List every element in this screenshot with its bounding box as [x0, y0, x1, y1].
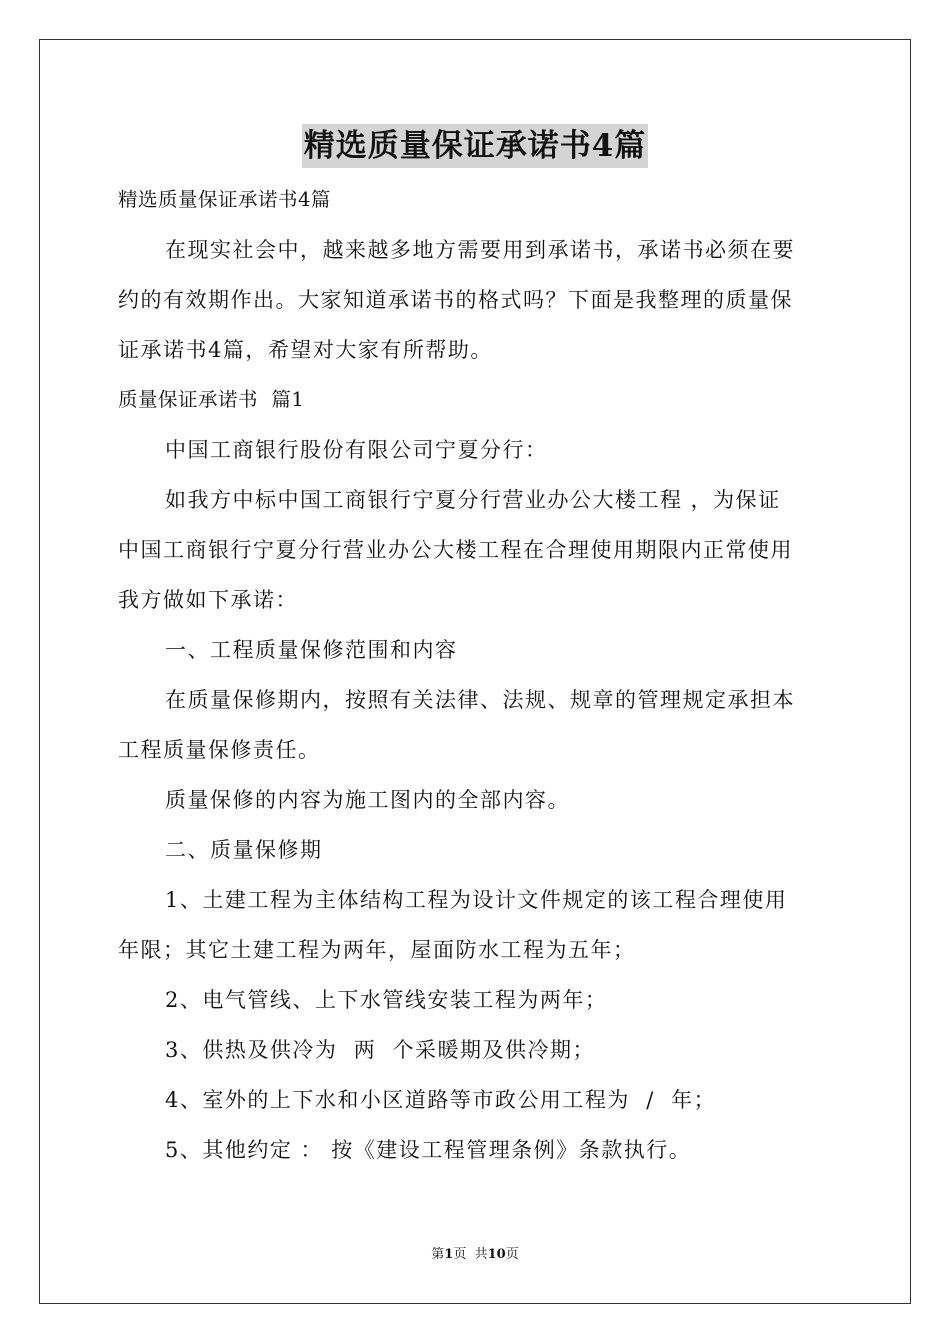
text-line: 二、质量保修期 — [165, 838, 323, 862]
document-body — [118, 180, 834, 1175]
footer-middle: 页 共 — [453, 1247, 488, 1262]
text-line: 我方做如下承诺： — [118, 588, 298, 612]
text-line: 证承诺书4篇，希望对大家有所帮助。 — [118, 338, 493, 362]
footer-current-page: 1 — [444, 1247, 454, 1262]
text-line: 在质量保修期内，按照有关法律、法规、规章的管理规定承担本 — [165, 688, 795, 712]
text-line: 在现实社会中，越来越多地方需要用到承诺书，承诺书必须在要 — [165, 238, 795, 262]
text-line: 1、土建工程为主体结构工程为设计文件规定的该工程合理使用 — [165, 888, 788, 912]
footer-prefix: 第 — [431, 1247, 445, 1262]
text-line: 工程质量保修责任。 — [118, 738, 321, 762]
text-line: 如我方中标中国工商银行宁夏分行营业办公大楼工程 ，为保证 — [165, 488, 781, 512]
text-line: 4、室外的上下水和小区道路等市政公用工程为 / 年； — [165, 1088, 717, 1112]
text-line: 2、电气管线、上下水管线安装工程为两年； — [165, 988, 608, 1012]
page-title: 精选质量保证承诺书4篇 — [302, 124, 649, 168]
text-line: 中国工商银行宁夏分行营业办公大楼工程在合理使用期限内正常使用 — [118, 538, 793, 562]
text-line: 一、工程质量保修范围和内容 — [165, 638, 458, 662]
section-heading: 质量保证承诺书 篇1 — [118, 388, 305, 411]
text-line: 约的有效期作出。大家知道承诺书的格式吗？下面是我整理的质量保 — [118, 288, 793, 312]
text-line: 5、其他约定 ： 按《建设工程管理条例》条款执行。 — [165, 1138, 692, 1162]
text-line: 3、供热及供冷为 两 个采暖期及供冷期； — [165, 1038, 596, 1062]
footer-suffix: 页 — [505, 1247, 519, 1262]
paragraph-lines — [118, 225, 834, 1175]
footer-total-pages: 10 — [487, 1247, 506, 1262]
page-footer — [0, 1246, 950, 1264]
text-line: 中国工商银行股份有限公司宁夏分行： — [165, 438, 548, 462]
text-line: 年限；其它土建工程为两年，屋面防水工程为五年； — [118, 938, 636, 962]
document-subtitle: 精选质量保证承诺书4篇 — [118, 188, 331, 211]
text-line: 质量保修的内容为施工图内的全部内容。 — [165, 788, 570, 812]
title-area — [0, 124, 950, 168]
